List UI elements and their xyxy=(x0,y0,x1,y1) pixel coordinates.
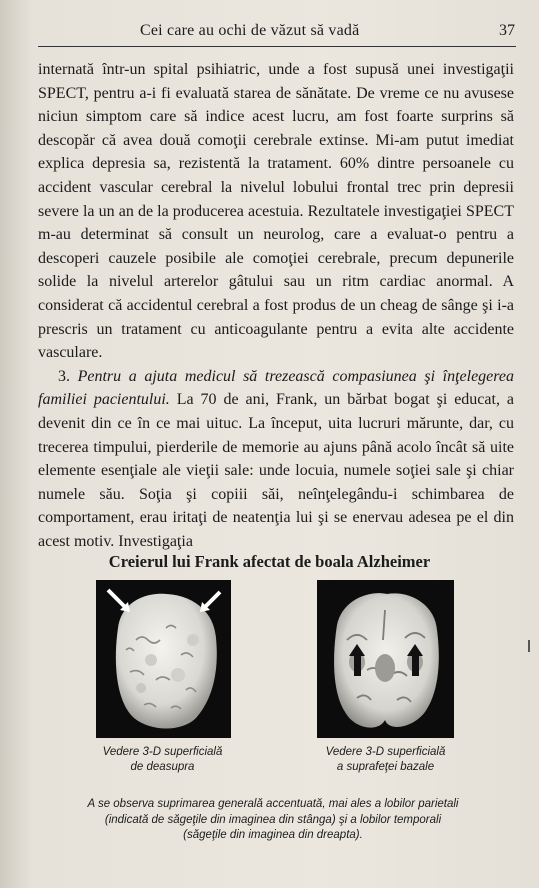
brain-scan-top-view xyxy=(96,580,231,738)
margin-pencil-mark xyxy=(528,640,530,652)
left-image-caption xyxy=(75,745,250,775)
figure-title: Creierul lui Frank afectat de boala Alzheimer xyxy=(108,552,431,571)
note-line-2: (indicată de săgeţile din imaginea din stânga) şi a lobilor temporali xyxy=(104,813,442,826)
right-arrow-icon xyxy=(200,592,220,612)
header-rule xyxy=(38,46,516,47)
figure-note xyxy=(58,797,488,844)
brain-scan-basal-view xyxy=(317,580,454,738)
right-caption-line-1: Vedere 3-D superficială xyxy=(325,746,446,758)
point-heading: Pentru a ajuta medicul să trezească compasiunea şi înţelegerea familiei pacientului. xyxy=(38,367,515,409)
running-title: Cei care au ochi de văzut să vadă xyxy=(140,22,360,39)
paragraph-point-3 xyxy=(38,365,514,554)
right-caption-line-2: a suprafeţei bazale xyxy=(336,761,435,773)
page-number: 37 xyxy=(499,22,515,39)
note-line-3: (săgeţile din imaginea din dreapta). xyxy=(183,829,363,841)
left-arrow-icon xyxy=(108,590,130,612)
left-caption-line-2: de deasupra xyxy=(130,761,195,773)
left-caption-line-1: Vedere 3-D superficială xyxy=(102,746,223,758)
note-line-1: A se observa suprimarea generală accentuată, mai ales a lobilor parietali xyxy=(87,798,459,810)
body-text xyxy=(38,58,514,553)
running-header xyxy=(40,22,515,44)
point-number: 3. xyxy=(58,367,70,385)
right-image-caption xyxy=(298,745,473,775)
point-text: La 70 de ani, Frank, un bărbat bogat şi educat, a devenit din ce în ce mai uituc. La început, uita lucruri mărunte, dar, cu trecerea timpului, pierderile de memorie au ajuns până acolo încât să uite elemente esenţiale ale vieţii sale: unde locuia, numele soţiei sale şi chiar numele său. Soţia şi copiii săi, neînţelegându-i schimbarea de comportament, erau iritaţi de neatenţia lui şi se enervau adesea pe el din acest motiv. Investigaţia xyxy=(38,391,514,550)
paragraph-continued: internată într-un spital psihiatric, unde a fost supusă unei investigaţii SPECT, pentru a-i fi evaluată starea de sănătate. De vreme ce nu avusese niciun simptom care să indice acest lucru, am fost foarte surprins să descopăr că avea două comoţii cerebrale extinse. Mi-am putut imediat explica depresia sa, rezistentă la tratament. 60% dintre persoanele cu accident vascular cerebral la nivelul lobului frontal trec prin depresii severe la un an de la producerea acestuia. Rezultatele investigaţiei SPECT m-au determinat să consult un neurolog, care a evaluat-o pentru a descoperi cauzele posibile ale comoţiei cerebrale, precum depunerile solide la nivelul arterelor gâtului sau un ritm cardiac anormal. A considerat că accidentul cerebral a fost produs de un cheag de sânge şi i-a prescris un tratament cu anticoagulante pentru a evita alte accidente vasculare. xyxy=(38,61,514,362)
